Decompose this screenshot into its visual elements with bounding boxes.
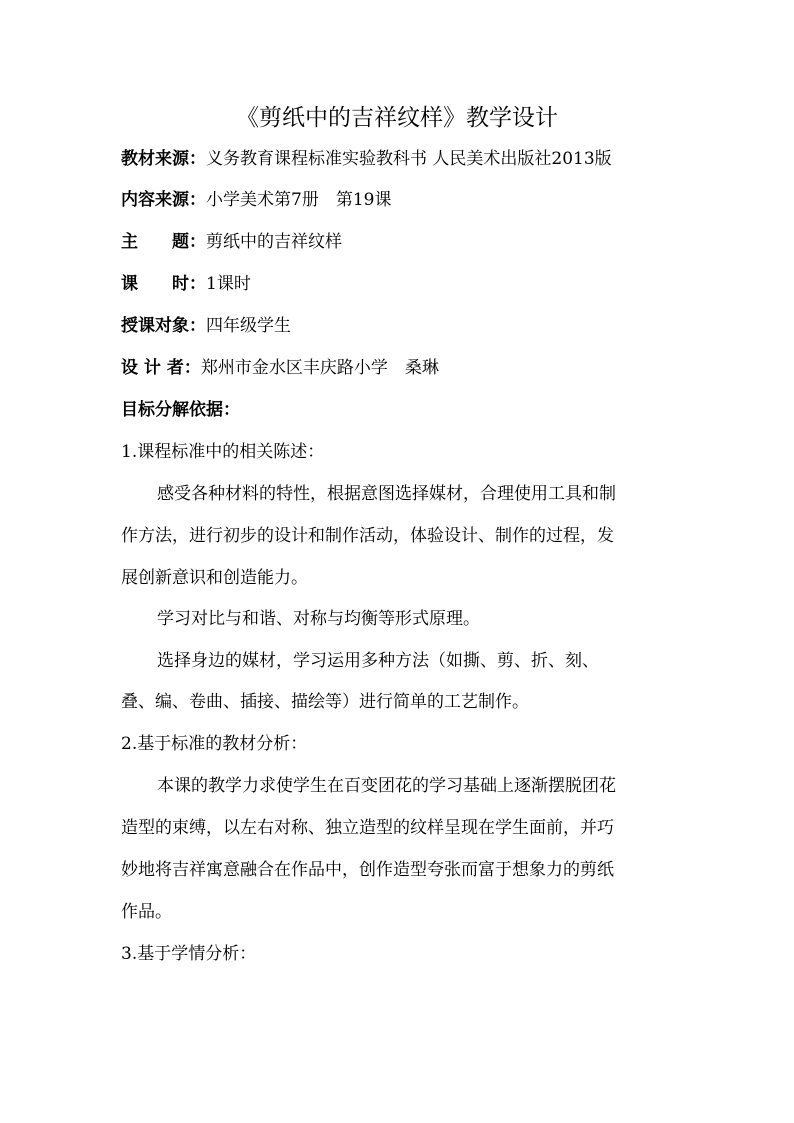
paragraph-line: 作品。 bbox=[121, 902, 172, 922]
paragraph-line: 本课的教学力求使学生在百变团花的学习基础上逐渐摆脱团花 bbox=[157, 776, 616, 796]
meta-value: 剪纸中的吉祥纹样 bbox=[206, 232, 342, 252]
meta-label: 课 时： bbox=[121, 274, 206, 294]
meta-row-source bbox=[121, 146, 681, 172]
paragraph-line: 妙地将吉祥寓意融合在作品中，创作造型夸张而富于想象力的剪纸 bbox=[121, 860, 614, 880]
section-heading-basis: 目标分解依据： bbox=[121, 400, 240, 420]
meta-row-audience bbox=[121, 313, 681, 339]
paragraph-line: 感受各种材料的特性，根据意图选择媒材，合理使用工具和制 bbox=[157, 484, 616, 504]
section-1-heading: 1.课程标准中的相关陈述： bbox=[121, 442, 325, 462]
meta-value: 郑州市金水区丰庆路小学 桑琳 bbox=[200, 358, 439, 378]
paragraph-line: 作方法，进行初步的设计和制作活动，体验设计、制作的过程，发 bbox=[121, 526, 614, 546]
meta-row-topic bbox=[121, 229, 681, 255]
meta-row-period bbox=[121, 271, 681, 297]
meta-value: 小学美术第7册 第19课 bbox=[206, 190, 392, 210]
paragraph-line: 学习对比与和谐、对称与均衡等形式原理。 bbox=[157, 609, 480, 629]
meta-row-designer bbox=[121, 355, 681, 381]
meta-label: 主 题： bbox=[121, 232, 206, 252]
section-3-heading: 3.基于学情分析： bbox=[121, 944, 257, 964]
meta-label: 授课对象： bbox=[121, 316, 206, 336]
paragraph-line: 展创新意识和创造能力。 bbox=[121, 568, 308, 588]
document-title: 《剪纸中的吉祥纹样》教学设计 bbox=[236, 105, 558, 131]
meta-value: 四年级学生 bbox=[206, 316, 291, 336]
meta-label: 设 计 者： bbox=[121, 358, 201, 378]
meta-value: 1课时 bbox=[206, 274, 251, 294]
paragraph-line: 选择身边的媒材，学习运用多种方法（如撕、剪、折、刻、 bbox=[157, 651, 599, 671]
meta-value: 义务教育课程标准实验教科书 人民美术出版社2013版 bbox=[206, 149, 612, 169]
section-2-heading: 2.基于标准的教材分析： bbox=[121, 734, 308, 754]
meta-row-content bbox=[121, 187, 681, 213]
meta-label: 内容来源： bbox=[121, 190, 206, 210]
meta-label: 教材来源： bbox=[121, 149, 206, 169]
paragraph-line: 叠、编、卷曲、插接、描绘等）进行简单的工艺制作。 bbox=[121, 692, 529, 712]
paragraph-line: 造型的束缚，以左右对称、独立造型的纹样呈现在学生面前，并巧 bbox=[121, 818, 614, 838]
